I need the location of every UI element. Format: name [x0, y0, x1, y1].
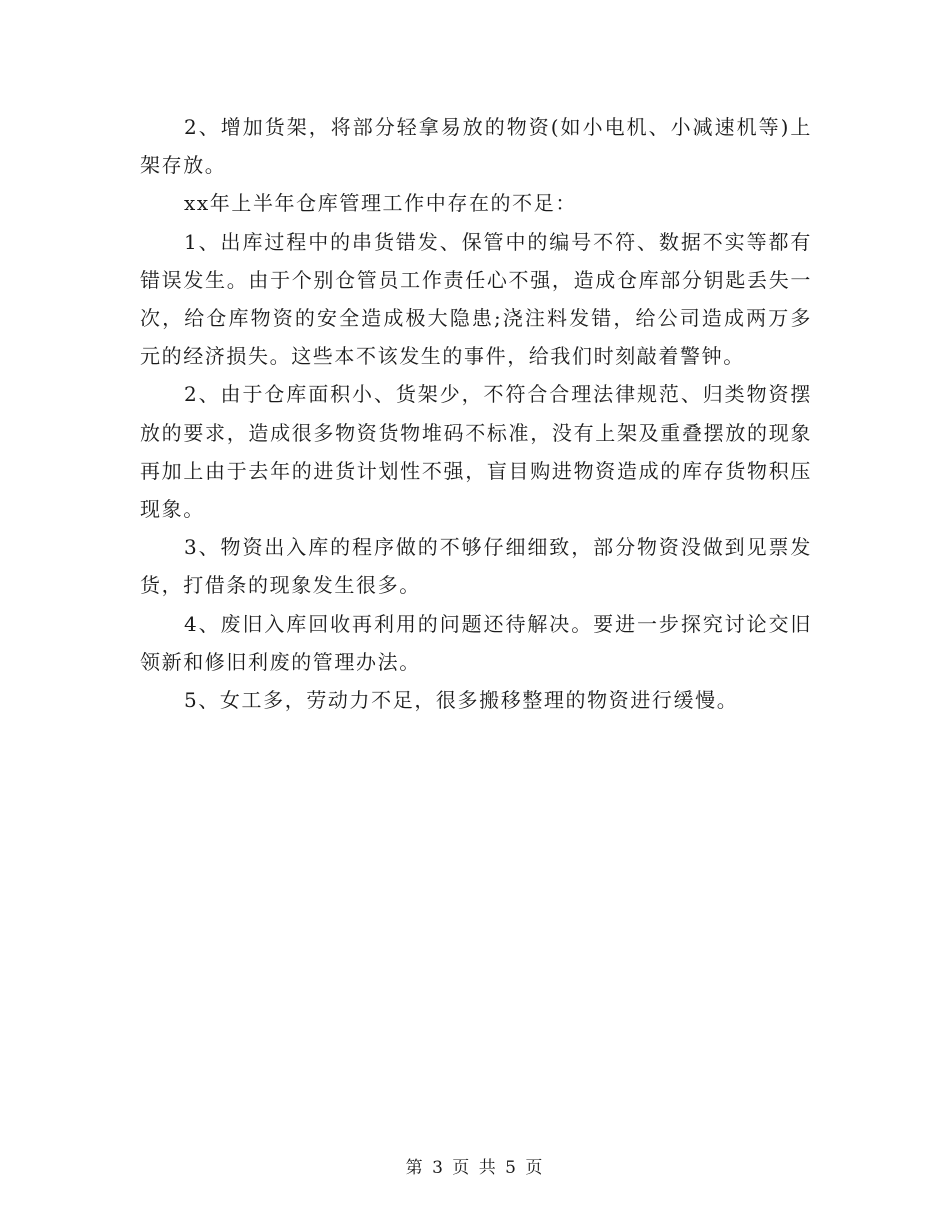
paragraph-shortcomings-heading: xx年上半年仓库管理工作中存在的不足：	[184, 191, 577, 216]
paragraph-shortcoming-2: 2、由于仓库面积小、货架少，不符合合理法律规范、归类物资摆放的要求，造成很多物资货物堆码不标准，没有上架及重叠摆放的现象再加上由于去年的进货计划性不强，盲目购进物资造成的库存货物积压现象。	[140, 382, 812, 522]
paragraph-shelving: 2、增加货架，将部分轻拿易放的物资(如小电机、小减速机等)上架存放。	[140, 115, 812, 178]
paragraph-shortcoming-3: 3、物资出入库的程序做的不够仔细细致，部分物资没做到见票发货，打借条的现象发生很多。	[140, 535, 812, 598]
paragraph-shortcoming-1: 1、出库过程中的串货错发、保管中的编号不符、数据不实等都有错误发生。由于个别仓管员工作责任心不强，造成仓库部分钥匙丢失一次，给仓库物资的安全造成极大隐患;浇注料发错，给公司造成两万多元的经济损失。这些本不该发生的事件，给我们时刻敲着警钟。	[140, 229, 812, 369]
paragraph-shortcoming-5: 5、女工多，劳动力不足，很多搬移整理的物资进行缓慢。	[184, 688, 739, 713]
paragraph-shortcoming-4: 4、废旧入库回收再利用的问题还待解决。要进一步探究讨论交旧领新和修旧利废的管理办法。	[140, 611, 812, 674]
document-body	[140, 108, 812, 719]
page-number-footer: 第 3 页 共 5 页	[405, 1158, 545, 1178]
